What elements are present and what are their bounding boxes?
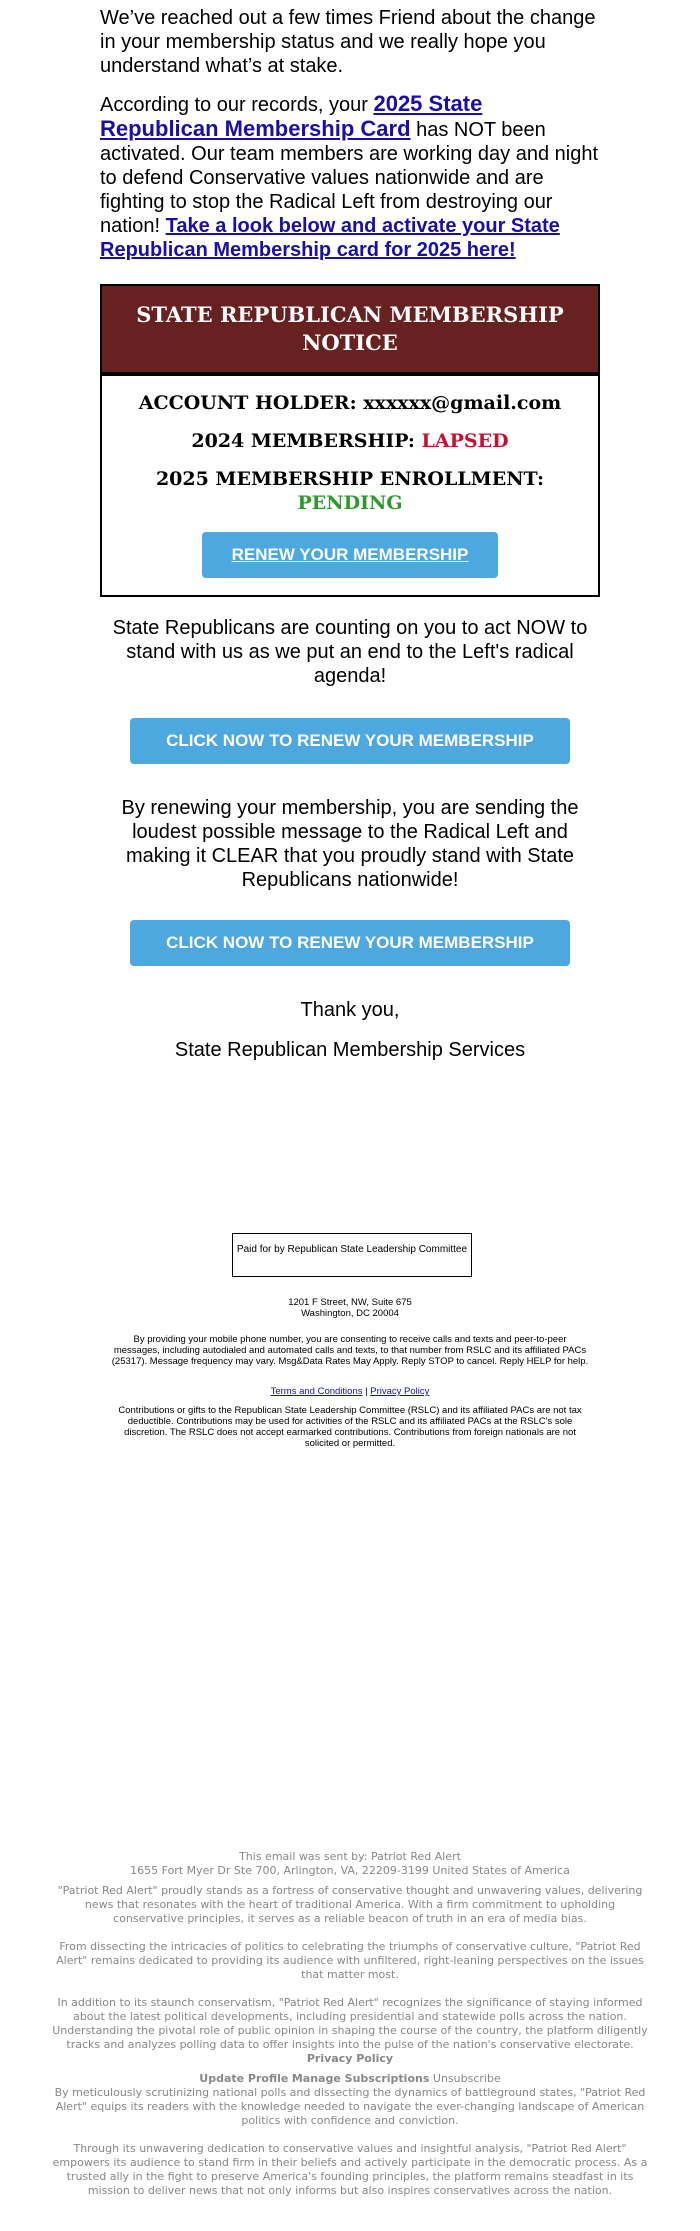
terms-link[interactable]: Terms and Conditions xyxy=(270,1386,363,1397)
intro-text-prefix: According to our records, your xyxy=(100,94,374,116)
footer-privacy-policy-link[interactable]: Privacy Policy xyxy=(306,2052,394,2065)
thank-you-text: Thank you, xyxy=(300,999,400,1021)
paid-for-disclaimer: Paid for by Republican State Leadership Committee xyxy=(232,1233,472,1277)
update-profile-link[interactable]: Update Profile xyxy=(199,2072,289,2085)
account-holder-row xyxy=(102,392,598,414)
footer-about-1: "Patriot Red Alert" proudly stands as a fortress of conservative thought and unwavering values, delivering news that resonates with the heart of traditional America. With a firm commitment to upholding conservative principles, it serves as a reliable beacon of truth in an era of media bias. xyxy=(57,1884,643,1925)
manage-subscriptions-link[interactable]: Manage Subscriptions xyxy=(291,2072,430,2085)
renew-cta-button-2[interactable]: CLICK NOW TO RENEW YOUR MEMBERSHIP xyxy=(130,920,570,966)
enrollment-status-value: PENDING xyxy=(297,492,403,514)
email-intro xyxy=(100,0,600,276)
membership-status-row xyxy=(102,430,598,452)
footer-address: 1655 Fort Myer Dr Ste 700, Arlington, VA, 22209-3199 United States of America xyxy=(130,1864,570,1877)
footer-about-3: In addition to its staunch conservatism, "Patriot Red Alert" recognizes the significance of staying informed about the latest political developments, including presidential and statewide polls across the nation. Understanding the pivotal role of public opinion in shaping the course of the country, the platform diligently tracks and analyzes polling data to offer insights into the pulse of the nation's conservative electorate. xyxy=(52,1996,648,2051)
notice-divider xyxy=(102,372,598,376)
legal-address xyxy=(110,1297,590,1319)
membership-status-value: LAPSED xyxy=(421,430,509,452)
footer-about-5: Through its unwavering dedication to conservative values and insightful analysis, "Patriot Red Alert" empowers its audience to stand firm in their beliefs and actively participate in the democratic process. As a trusted ally in the fight to preserve America's founding principles, the platform remains steadfast in its mission to deliver news that not only informs but also inspires conservatives across the nation. xyxy=(52,2142,648,2197)
footer-links xyxy=(50,2072,650,2086)
footer-about-2: From dissecting the intricacies of politics to celebrating the triumphs of conservative culture, "Patriot Red Alert" remains dedicated to providing its audience with unfiltered, right-leaning perspectives on the issues that matter most. xyxy=(56,1940,644,1981)
footer-sent-by: This email was sent by: Patriot Red Alert xyxy=(239,1850,461,1863)
membership-notice xyxy=(100,284,600,597)
legal-links xyxy=(110,1386,590,1397)
activate-card-link[interactable]: Take a look below and activate your State Republican Membership card for 2025 here! xyxy=(100,215,560,261)
account-holder-value: xxxxxx@gmail.com xyxy=(363,392,562,414)
account-holder-label: ACCOUNT HOLDER: xyxy=(138,392,364,414)
sms-disclaimer: By providing your mobile phone number, you are consenting to receive calls and texts and peer-to-peer messages, including autodialed and automated calls and texts, to that number from RSLC and its affiliated PACs (25317). Message frequency may vary. Msg&Data Rates May Apply. Reply STOP to cancel. Reply HELP for help. xyxy=(111,1334,589,1367)
legal-address-line-2: Washington, DC 20004 xyxy=(301,1308,399,1319)
call-to-action-text-1: State Republicans are counting on you to act NOW to stand with us as we put an end to the Left's radical agenda! xyxy=(112,617,588,687)
legal-address-line-1: 1201 F Street, NW, Suite 675 xyxy=(288,1297,412,1308)
enrollment-label: 2025 MEMBERSHIP ENROLLMENT: xyxy=(155,468,545,490)
membership-status-label: 2024 MEMBERSHIP: xyxy=(191,430,422,452)
footer-sender xyxy=(50,1850,650,1878)
contributions-disclaimer: Contributions or gifts to the Republican State Leadership Committee (RSLC) and its affiliated PACs are not tax deductible. Contributions may be used for activities of the RSLC and its affiliated PACs at the RSLC's sole discretion. The RSLC does not accept earmarked contributions. Contributions from foreign nationals are not solicited or permitted. xyxy=(118,1405,582,1449)
intro-paragraph-2 xyxy=(100,92,600,262)
footer-about-4: By meticulously scrutinizing national polls and dissecting the dynamics of battleground states, "Patriot Red Alert" equips its readers with the knowledge needed to navigate the ever-changing landscape of American politics with confidence and conviction. xyxy=(54,2086,646,2127)
intro-text-middle: has NOT been activated. Our team members are working day and night to defend Conservative values nationwide and are fighting to stop the Radical Left from destroying our nation! xyxy=(100,119,599,237)
membership-card-link[interactable]: 2025 State Republican Membership Card xyxy=(100,91,483,141)
notice-body xyxy=(102,392,598,578)
unsubscribe-link[interactable]: Unsubscribe xyxy=(432,2072,501,2085)
footer-privacy-label xyxy=(50,2052,650,2066)
call-to-action-text-2: By renewing your membership, you are sending the loudest possible message to the Radical Left and making it CLEAR that you proudly stand with State Republicans nationwide! xyxy=(121,797,579,891)
privacy-policy-link[interactable]: Privacy Policy xyxy=(370,1386,430,1397)
intro-paragraph-1: We’ve reached out a few times Friend about the change in your membership status and we really hope you understand what’s at stake. xyxy=(100,7,596,77)
notice-title: STATE REPUBLICAN MEMBERSHIP NOTICE xyxy=(102,286,598,372)
legal-links-separator: | xyxy=(362,1386,371,1397)
renew-cta-button-1[interactable]: CLICK NOW TO RENEW YOUR MEMBERSHIP xyxy=(130,718,570,764)
signature-text: State Republican Membership Services xyxy=(174,1039,526,1061)
renew-membership-button[interactable]: RENEW YOUR MEMBERSHIP xyxy=(202,532,498,578)
